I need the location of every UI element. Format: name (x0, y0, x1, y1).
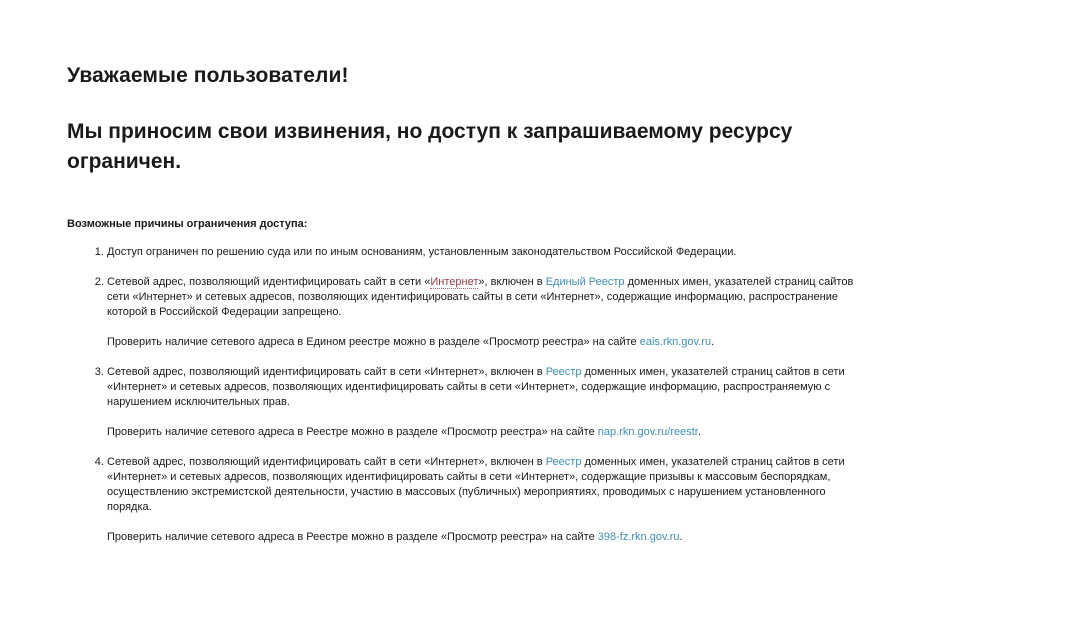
unified-registry-link[interactable]: Единый Реестр (545, 276, 625, 288)
reason-4-check-suffix: . (679, 531, 683, 543)
reason-2-part-2: », включен в (478, 276, 546, 288)
reason-3-check-suffix: . (697, 426, 701, 438)
reason-2-part-3: доменных имен, указателей страниц сайтов сети «Интернет» и сетевых адресов, позволяющих идентифицировать сайты в сети «Интернет», содержащие информацию, распространение которой в Российской Федерации запрещено. (107, 276, 854, 318)
reason-4-part-2: доменных имен, указателей страниц сайтов в сети «Интернет» и сетевых адресов, позволяющих идентифицировать сайты в сети «Интернет», содержащие призывы к массовым беспорядкам, осуществлению экстремистской деятельности, участию в массовых (публичных) мероприятиях, проводимых с нарушением установленного порядка. (107, 456, 845, 513)
nap-site-link[interactable]: nap.rkn.gov.ru/reestr (597, 426, 698, 438)
reason-2-check-text: Проверить наличие сетевого адреса в Едином реестре можно в разделе «Просмотр реестра» на сайте (107, 336, 640, 348)
reason-4-part-1: Сетевой адрес, позволяющий идентифицировать сайт в сети «Интернет», включен в (107, 456, 546, 468)
reason-2-check (107, 335, 857, 350)
reason-3-text (107, 365, 857, 410)
eais-site-link[interactable]: eais.rkn.gov.ru (639, 336, 712, 348)
398fz-site-link[interactable]: 398-fz.rkn.gov.ru (597, 531, 680, 543)
reason-4-check (107, 530, 857, 545)
reason-3-part-2: доменных имен, указателей страниц сайтов в сети «Интернет» и сетевых адресов, позволяющих идентифицировать сайты в сети «Интернет», содержащие информацию, распространяемую с нарушением исключительных прав. (107, 366, 845, 408)
reason-3-check (107, 425, 857, 440)
reasons-list (67, 245, 857, 545)
reason-2-part-1: Сетевой адрес, позволяющий идентифицировать сайт в сети « (107, 276, 431, 288)
registry-link[interactable]: Реестр (545, 456, 582, 468)
reason-2-text (107, 275, 857, 320)
blocked-notice (67, 62, 867, 560)
reason-4-check-text: Проверить наличие сетевого адреса в Реестре можно в разделе «Просмотр реестра» на сайте (107, 531, 598, 543)
reason-item-2 (107, 275, 857, 350)
reason-1-text: 1. Доступ ограничен по решению суда или по иным основаниям, установленным законодательством Российской Федерации. (107, 246, 737, 258)
registry-link[interactable]: Реестр (545, 366, 582, 378)
reason-3-check-text: Проверить наличие сетевого адреса в Реестре можно в разделе «Просмотр реестра» на сайте (107, 426, 598, 438)
apology-heading: Мы приносим свои извинения, но доступ к запрашиваемому ресурсу ограничен. (67, 120, 793, 173)
reason-3-part-1: Сетевой адрес, позволяющий идентифицировать сайт в сети «Интернет», включен в (107, 366, 546, 378)
reason-2-check-suffix: . (711, 336, 715, 348)
reason-4-text (107, 455, 857, 515)
reason-item-3 (107, 365, 857, 440)
greeting-heading: Уважаемые пользователи! (67, 64, 349, 87)
internet-link[interactable]: Интернет (430, 276, 479, 288)
reasons-title: Возможные причины ограничения доступа: (67, 218, 308, 230)
reason-item-4 (107, 455, 857, 545)
reason-item-1 (107, 245, 857, 260)
